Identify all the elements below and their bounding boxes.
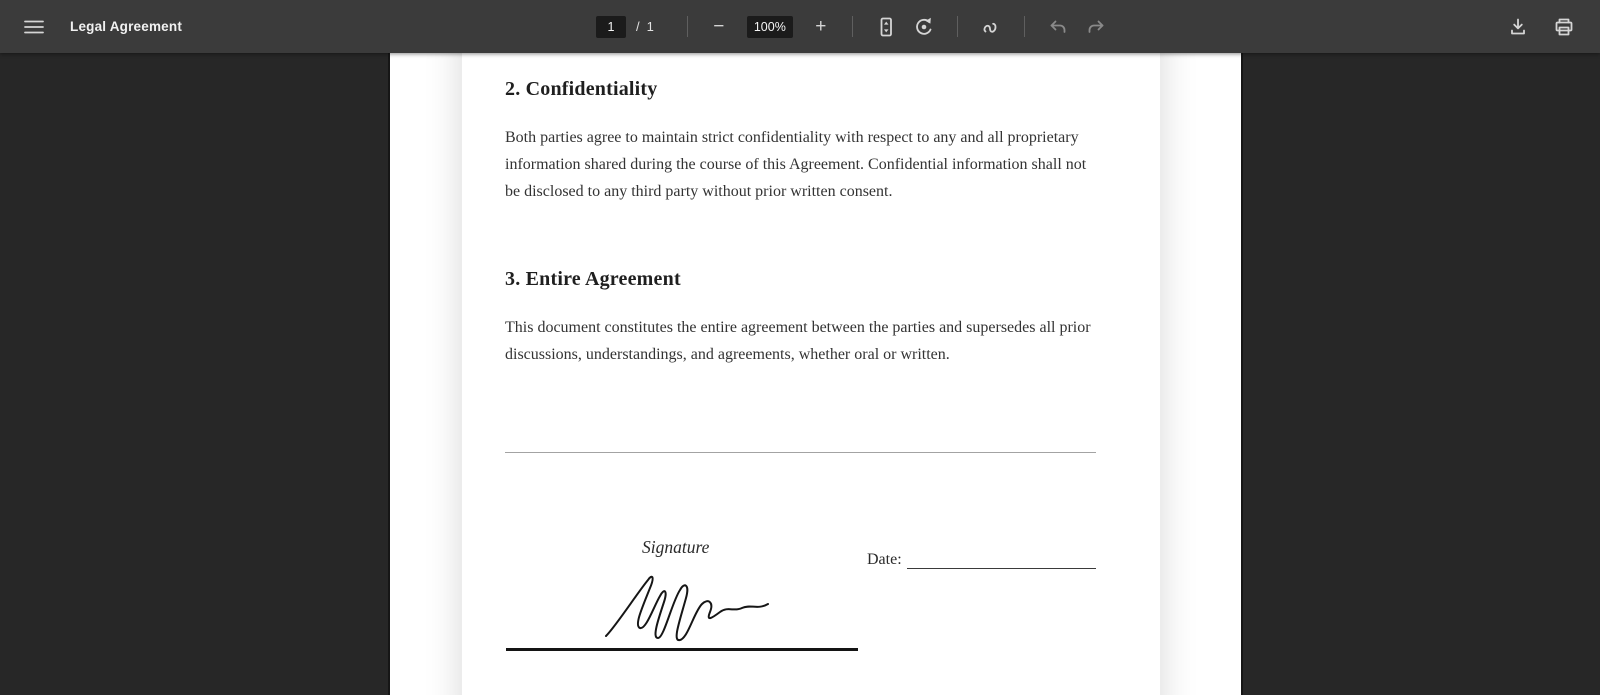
fit-page-button[interactable] <box>872 13 900 41</box>
print-button[interactable] <box>1550 13 1578 41</box>
toolbar-separator <box>957 16 958 37</box>
section-paragraph: Both parties agree to maintain strict confidentiality with respect to any and all proprietary information shared during the course of this Agreement. Confidential information shall not be disclosed to any third party without prior written consent. <box>505 129 1087 200</box>
signature-label: Signature <box>642 537 710 557</box>
page-count-separator: / <box>636 19 640 34</box>
page-count-total: 1 <box>646 19 654 34</box>
download-icon <box>1507 16 1529 38</box>
section-divider <box>505 452 1096 453</box>
redo-button[interactable] <box>1082 13 1110 41</box>
date-blank-line <box>907 554 1096 569</box>
print-icon <box>1553 16 1575 38</box>
zoom-in-button[interactable]: + <box>809 15 833 39</box>
rotate-ccw-icon <box>912 15 936 39</box>
toolbar-right-group <box>1504 0 1578 53</box>
redo-icon <box>1085 16 1107 38</box>
toolbar-center-group <box>596 0 1110 53</box>
document-content <box>505 0 1097 695</box>
annotate-button[interactable] <box>977 13 1005 41</box>
pdf-toolbar <box>0 0 1600 53</box>
page-count <box>636 19 654 34</box>
toolbar-separator <box>687 16 688 37</box>
date-label: Date: <box>867 551 902 568</box>
section-heading: 2. Confidentiality <box>505 78 658 100</box>
section-heading: 3. Entire Agreement <box>505 268 681 290</box>
fit-page-icon <box>874 15 898 39</box>
zoom-out-button[interactable]: − <box>707 15 731 39</box>
toolbar-separator <box>1024 16 1025 37</box>
toolbar-left-group <box>20 0 182 53</box>
rotate-button[interactable] <box>910 13 938 41</box>
signature-line <box>506 648 858 651</box>
menu-icon <box>24 19 44 35</box>
document-title: Legal Agreement <box>70 19 183 34</box>
date-field <box>867 551 1096 569</box>
annotate-icon <box>979 15 1003 39</box>
undo-icon <box>1047 16 1069 38</box>
toolbar-separator <box>852 16 853 37</box>
download-button[interactable] <box>1504 13 1532 41</box>
section-paragraph: This document constitutes the entire agreement between the parties and supersedes all prior discussions, understandings, and agreements, whether oral or written. <box>505 319 1091 363</box>
undo-button[interactable] <box>1044 13 1072 41</box>
page-number-input[interactable]: 1 <box>596 16 626 38</box>
signature-scribble <box>598 568 780 651</box>
menu-button[interactable] <box>20 13 48 41</box>
zoom-level-display[interactable]: 100% <box>747 16 793 38</box>
